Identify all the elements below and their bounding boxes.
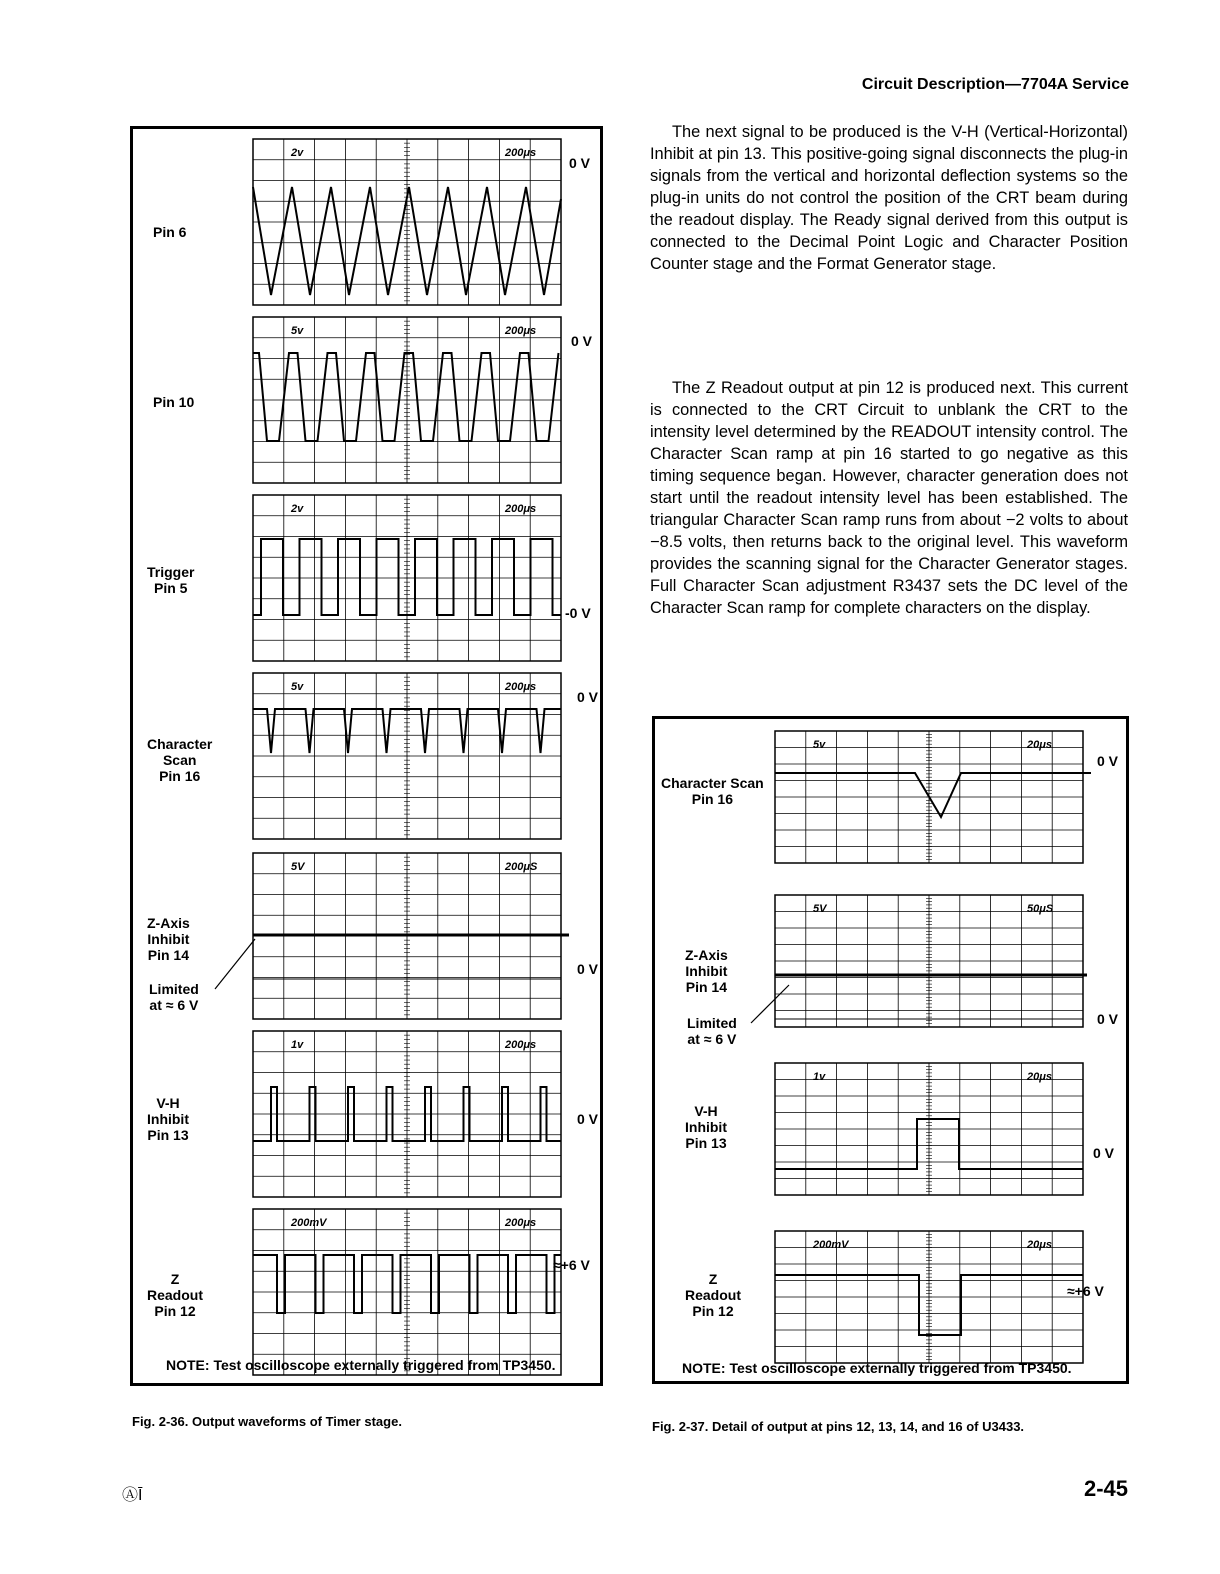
reference-voltage-2: -0 V [565,605,591,621]
waveform-label-2: Trigger Pin 5 [147,564,195,596]
volts-per-div-label: 200mV [813,1239,849,1251]
waveform-label-4: Z-Axis Inhibit Pin 14 [147,915,190,963]
detail-reference-voltage-0: 0 V [1097,753,1119,769]
figure-2-36-note: NOTE: Test oscilloscope externally triggered from TP3450. [166,1357,556,1373]
volts-per-div-label: 1v [813,1071,826,1083]
waveform-pin10 [253,353,559,441]
time-per-div-label: 200μs [505,325,537,337]
waveform-label-6: Z Readout Pin 12 [147,1271,203,1319]
reference-voltage-6: ≈+6 V [553,1257,590,1273]
time-per-div-label: 200μS [505,861,538,873]
time-per-div-label: 200μs [505,1039,537,1051]
waveform-label-5: V-H Inhibit Pin 13 [147,1095,189,1143]
time-per-div-label: 200μs [505,681,537,693]
reference-voltage-3: 0 V [577,689,599,705]
waveform-label-3: Character Scan Pin 16 [147,736,213,784]
volts-per-div-label: 5v [291,681,304,693]
detail-reference-voltage-1: 0 V [1097,1011,1119,1027]
time-per-div-label: 20μs [1027,739,1052,751]
figure-2-36 [130,126,603,1386]
time-per-div-label: 200μs [505,503,537,515]
figure-2-37-note: NOTE: Test oscilloscope externally triggered from TP3450. [682,1360,1072,1376]
figure-2-37 [652,716,1129,1384]
detail-waveform-label-2: V-H Inhibit Pin 13 [685,1103,727,1151]
waveform-label-1: Pin 10 [153,394,195,410]
volts-per-div-label: 1v [291,1039,304,1051]
limited-annotation: Limited at ≈ 6 V [149,981,199,1013]
detail-waveform-label-3: Z Readout Pin 12 [685,1271,741,1319]
volts-per-div-label: 5V [291,861,305,873]
detail-waveform-label-1: Z-Axis Inhibit Pin 14 [685,947,728,995]
page-header: Circuit Description—7704A Service [861,76,1129,93]
detail-limited-pointer [751,985,789,1023]
volts-per-div-label: 5V [813,903,827,915]
paragraph-z-readout: The Z Readout output at pin 12 is produced next. This current is connected to the CRT Circuit to unblank the CRT to the intensity level determined by the READOUT intensity control. The Character Scan ramp at pin 16 started to go negative as this timing sequence began. However, character generation does not start until the readout intensity level has been established. The triangular Character Scan ramp runs from about −2 volts to about −8.5 volts, then returns back to the original level. This waveform provides the scanning signal for the Character Generator stages. Full Character Scan adjustment R3437 sets the DC level of the Character Scan ramp for complete characters on the display. [650,379,1128,617]
figure-2-36-caption: Fig. 2-36. Output waveforms of Timer stage. [132,1414,402,1429]
reference-voltage-0: 0 V [569,155,591,171]
reference-voltage-5: 0 V [577,1111,599,1127]
volts-per-div-label: 2v [291,503,304,515]
time-per-div-label: 20μs [1027,1071,1052,1083]
time-per-div-label: 50μS [1027,903,1054,915]
time-per-div-label: 200μs [505,147,537,159]
page-number: 2-45 [1083,1476,1128,1501]
detail-reference-voltage-2: 0 V [1093,1145,1115,1161]
detail-waveform-character-scan [775,773,1091,817]
volts-per-div-label: 2v [291,147,304,159]
limited-pointer [215,939,255,989]
time-per-div-label: 20μs [1027,1239,1052,1251]
detail-limited-annotation: Limited at ≈ 6 V [687,1015,737,1047]
volts-per-div-label: 5v [813,739,826,751]
detail-waveform-label-0: Character Scan Pin 16 [661,775,764,807]
figure-2-37-caption: Fig. 2-37. Detail of output at pins 12, 13, 14, and 16 of U3433. [652,1419,1025,1434]
detail-reference-voltage-3: ≈+6 V [1067,1283,1104,1299]
reference-voltage-1: 0 V [571,333,593,349]
reference-voltage-4: 0 V [577,961,599,977]
volts-per-div-label: 5v [291,325,304,337]
volts-per-div-label: 200mV [291,1217,327,1229]
paragraph-vh-inhibit: The next signal to be produced is the V-H (Vertical-Horizontal) Inhibit at pin 13. This positive-going signal disconnects the plug-in signals from the vertical and horizontal deflection systems so the plug-in units do not control the position of the CRT beam during the readout display. The Ready signal derived from this output is connected to the Decimal Point Logic and Character Position Counter stage and the Format Generator stage. [650,123,1128,273]
waveform-label-0: Pin 6 [153,224,187,240]
manufacturer-logo: ⒶĪ [122,1487,143,1504]
time-per-div-label: 200μs [505,1217,537,1229]
